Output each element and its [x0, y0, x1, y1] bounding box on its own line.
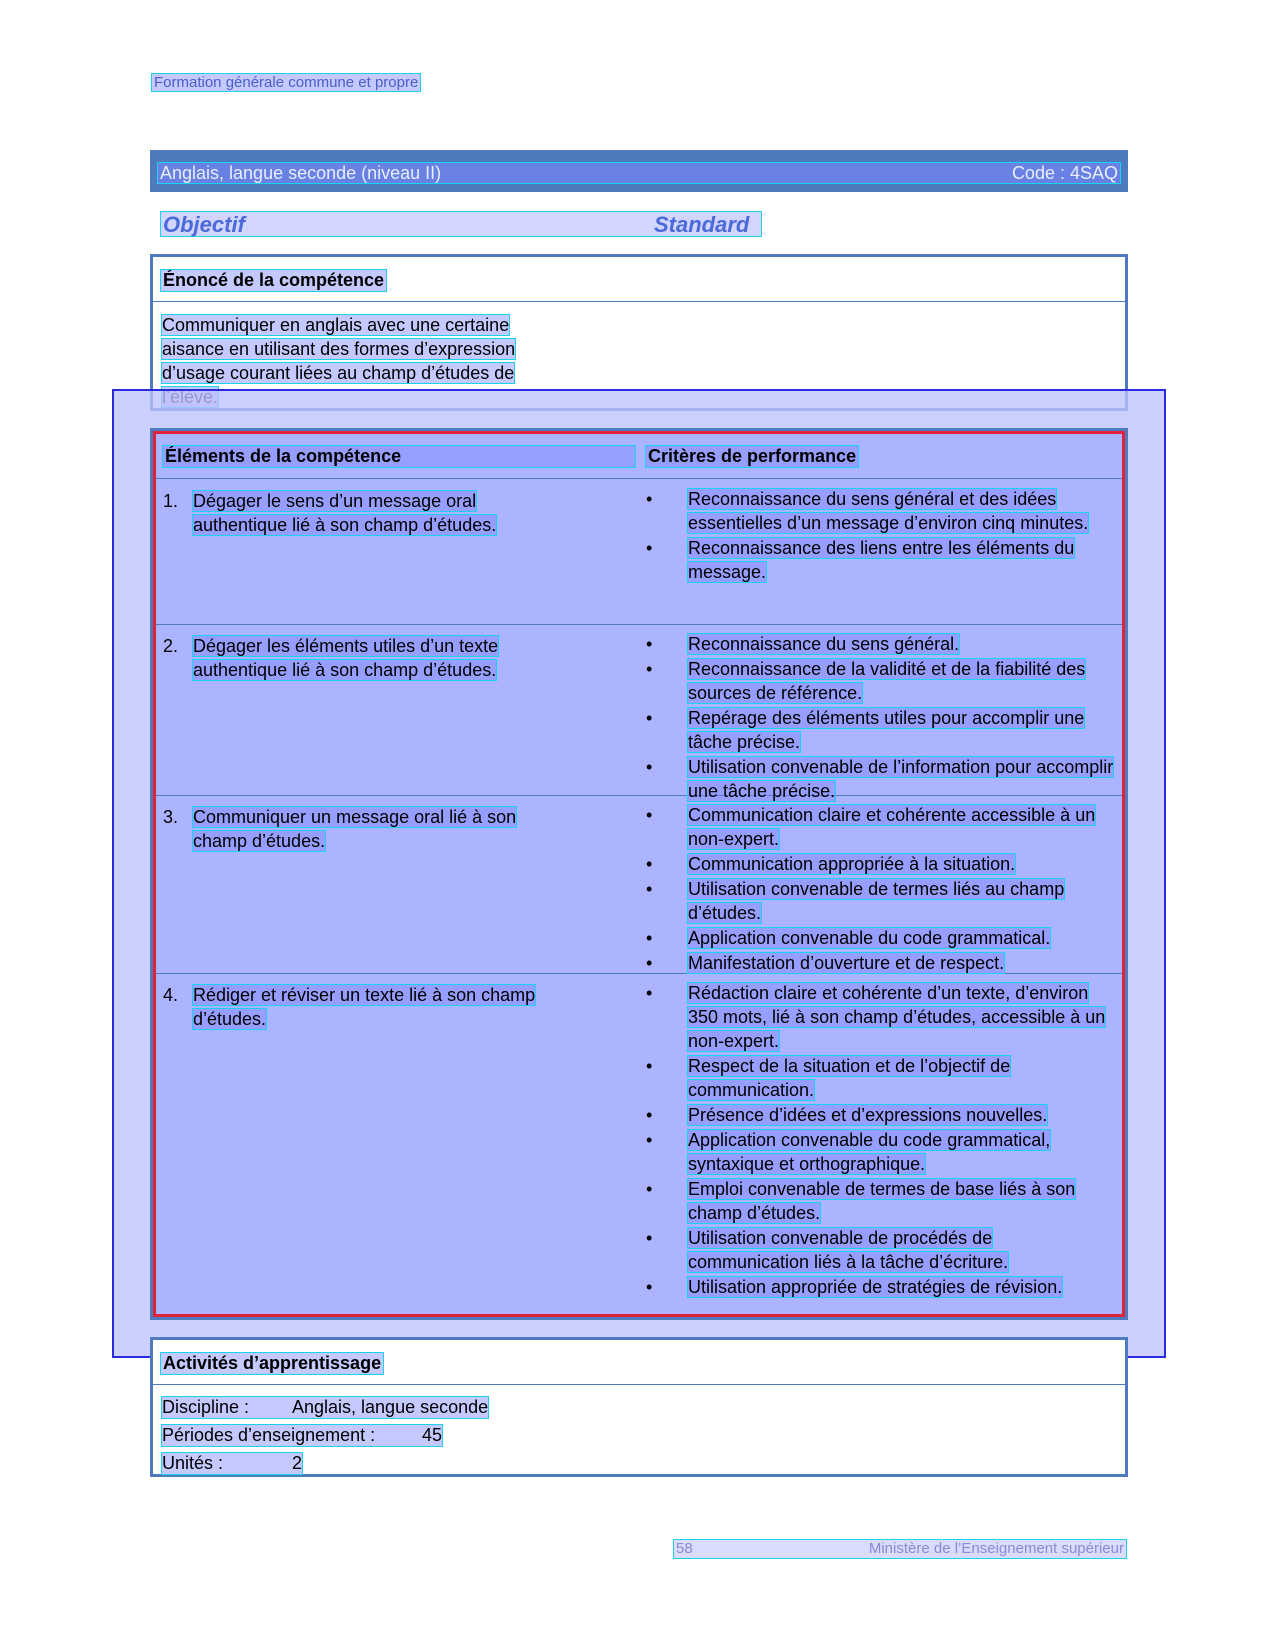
elements-table-header — [156, 434, 1122, 479]
criterion: • Respect de la situation et de l’objectif de communication. — [646, 1056, 1011, 1100]
criteria-list — [646, 803, 1118, 976]
periodes-line: Périodes d’enseignement : 45 — [162, 1425, 443, 1445]
ministry-name: Ministère de l’Enseignement supérieur — [868, 1540, 1124, 1557]
course-title: Anglais, langue seconde (niveau II) — [160, 162, 442, 183]
criterion: • Reconnaissance du sens général et des idées essentielles d’un message d’environ cinq minutes. — [646, 489, 1089, 533]
criterion: • Utilisation appropriée de stratégies de révision. — [646, 1277, 1063, 1297]
criterion: • Communication claire et cohérente accessible à un non-expert. — [646, 805, 1096, 849]
criterion: • Utilisation convenable de l’information pour accomplir une tâche précise. — [646, 757, 1114, 801]
elements-heading: Éléments de la compétence — [163, 446, 635, 467]
element-text: authentique lié à son champ d’études. — [193, 515, 497, 535]
criteria-list — [646, 487, 1118, 585]
element-number: 4. — [163, 985, 179, 1005]
element-row-1 — [156, 479, 1122, 625]
element-text: Dégager le sens d’un message oral — [193, 491, 477, 511]
criteria-list — [646, 632, 1118, 804]
criterion: • Utilisation convenable de termes liés au champ d’études. — [646, 879, 1065, 923]
criterion: • Utilisation convenable de procédés de communication liés à la tâche d’écriture. — [646, 1228, 1009, 1272]
element-row-4 — [156, 973, 1122, 1314]
course-title-bar — [150, 150, 1128, 192]
criterion: • Reconnaissance des liens entre les éléments du message. — [646, 538, 1075, 582]
enonce-line: aisance en utilisant des formes d’expression — [162, 339, 516, 359]
element-text: Rédiger et réviser un texte lié à son champ — [193, 985, 536, 1005]
criterion: • Repérage des éléments utiles pour accomplir une tâche précise. — [646, 708, 1085, 752]
criterion: • Reconnaissance de la validité et de la fiabilité des sources de référence. — [646, 659, 1086, 703]
criterion: • Manifestation d’ouverture et de respect. — [646, 953, 1005, 973]
page-number: 58 — [676, 1540, 693, 1557]
element-row-2 — [156, 624, 1122, 801]
objectif-label: Objectif — [163, 212, 245, 237]
element-number: 1. — [163, 491, 179, 511]
element-number: 3. — [163, 807, 179, 827]
activites-heading: Activités d’apprentissage — [163, 1353, 382, 1373]
enonce-line: Communiquer en anglais avec une certaine — [162, 315, 510, 335]
course-code: Code : 4SAQ — [1011, 162, 1118, 183]
criterion: • Application convenable du code grammatical. — [646, 928, 1051, 948]
discipline-line: Discipline : Anglais, langue seconde — [162, 1397, 489, 1417]
enonce-box — [150, 254, 1128, 411]
criterion: • Présence d’idées et d’expressions nouvelles. — [646, 1105, 1048, 1125]
running-header: Formation générale commune et propre — [154, 74, 419, 91]
page-footer — [674, 1540, 1126, 1558]
element-row-3 — [156, 795, 1122, 974]
activites-box — [150, 1337, 1128, 1477]
enonce-line: d’usage courant liées au champ d’études de — [162, 363, 515, 383]
criterion: • Communication appropriée à la situation. — [646, 854, 1016, 874]
element-text: authentique lié à son champ d’études. — [193, 660, 497, 680]
criterion: • Emploi convenable de termes de base liés à son champ d’études. — [646, 1179, 1076, 1223]
criteria-heading: Critères de performance — [648, 446, 857, 466]
criterion: • Application convenable du code grammatical, syntaxique et orthographique. — [646, 1130, 1051, 1174]
element-text: Dégager les éléments utiles d’un texte — [193, 636, 499, 656]
element-number: 2. — [163, 636, 179, 656]
enonce-heading: Énoncé de la compétence — [163, 270, 385, 290]
element-text: d’études. — [193, 1009, 267, 1029]
objective-standard-row — [161, 212, 761, 236]
unites-line: Unités : 2 — [162, 1453, 303, 1473]
standard-label: Standard — [654, 212, 750, 237]
element-text: champ d’études. — [193, 831, 326, 851]
criterion: • Reconnaissance du sens général. — [646, 634, 960, 654]
criterion: • Rédaction claire et cohérente d’un texte, d’environ 350 mots, lié à son champ d’études, accessible à un non-expert. — [646, 983, 1106, 1051]
element-text: Communiquer un message oral lié à son — [193, 807, 517, 827]
criteria-list — [646, 981, 1118, 1300]
elements-table — [153, 431, 1125, 1317]
